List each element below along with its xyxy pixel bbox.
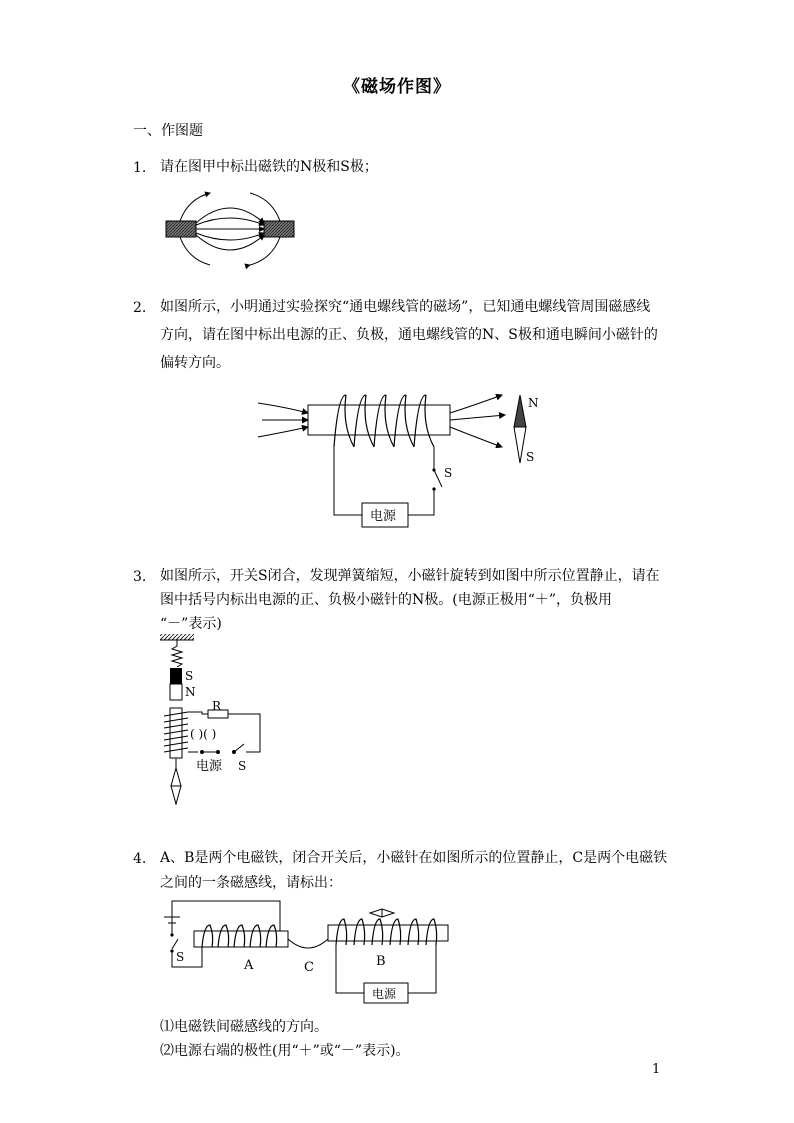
q2-line3: 偏转方向。: [160, 355, 230, 371]
page-number: 1: [652, 1062, 661, 1077]
q2-source-label: 电源: [370, 509, 397, 524]
q4-number: 4.: [133, 851, 147, 867]
q2-switch-label: S: [444, 466, 453, 480]
q4-sub1: ⑴电磁铁间磁感线的方向。: [160, 1019, 328, 1035]
q3-number: 3.: [133, 569, 147, 585]
q2-solenoid-figure: [250, 385, 560, 530]
page-title: 《磁场作图》: [343, 77, 451, 97]
q3-resistor-label: R: [212, 699, 222, 713]
compass-needle-south: [514, 427, 526, 463]
q2-switch-blade[interactable]: [434, 470, 442, 487]
q2-needle-s-label: S: [526, 450, 535, 464]
compass-needle-north: [514, 395, 526, 427]
q3-spring-figure: [152, 632, 272, 812]
q4-line2: 之间的一条磁感线，请标出：: [160, 875, 342, 891]
q4-electromagnets-figure: [158, 895, 458, 1010]
q4-switch-label: S: [176, 950, 185, 964]
q3-magnet-s-label: S: [185, 669, 194, 683]
q2-number: 2.: [133, 300, 147, 316]
magnet-n-end: [170, 684, 182, 700]
q1-magnet-figure: [160, 185, 300, 270]
q3-line1: 如图所示，开关S闭合，发现弹簧缩短，小磁针旋转到如图中所示位置静止，请在: [160, 568, 660, 584]
q4-line1: A、B是两个电磁铁，闭合开关后，小磁针在如图所示的位置静止，C是两个电磁铁: [160, 850, 668, 866]
q4-switch-blade[interactable]: [172, 939, 178, 949]
q3-source-label: 电源: [196, 759, 223, 774]
section-heading: 一、作图题: [133, 123, 203, 139]
q4-source-label: 电源: [372, 987, 397, 1001]
q2-needle-n-label: N: [528, 396, 539, 410]
q3-line3: “－”表示): [160, 616, 222, 632]
field-line-c: [288, 939, 328, 948]
q2-line1: 如图所示，小明通过实验探究“通电螺线管的磁场”，已知通电螺线管周围磁感线: [160, 299, 651, 315]
label-c: C: [304, 960, 314, 975]
q3-bracket-labels: ( )( ): [190, 727, 217, 741]
q3-line2: 图中括号内标出电源的正、负极小磁针的N极。(电源正极用“＋”，负极用: [160, 592, 613, 608]
left-magnet: [166, 221, 196, 237]
q4-sub2: ⑵电源右端的极性(用“＋”或“－”表示)。: [160, 1043, 410, 1059]
right-magnet: [264, 221, 294, 237]
q3-magnet-n-label: N: [185, 685, 196, 699]
spring: [172, 640, 182, 667]
q1-text: 请在图甲中标出磁铁的N极和S极；: [160, 159, 378, 175]
magnet-s-end: [170, 668, 182, 684]
q3-compass-top: [171, 768, 181, 786]
q3-compass-bottom: [171, 786, 181, 804]
label-b: B: [376, 954, 386, 969]
q3-switch-label: S: [238, 759, 247, 773]
q1-number: 1.: [133, 160, 147, 176]
q2-line2: 方向，请在图中标出电源的正、负极，通电螺线管的N、S极和通电瞬间小磁针的: [160, 327, 658, 343]
label-a: A: [244, 958, 254, 973]
electromagnet-a: [194, 931, 288, 947]
